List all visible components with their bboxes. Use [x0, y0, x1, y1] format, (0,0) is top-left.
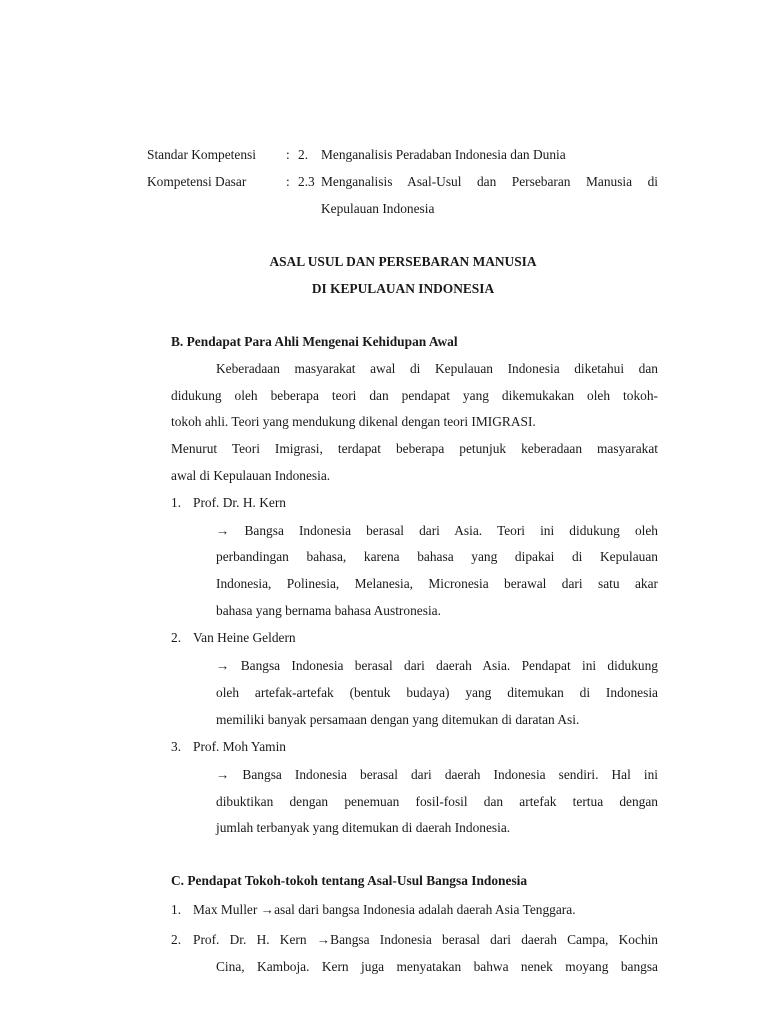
sk-number: 2. — [298, 147, 309, 162]
section-b-para1-line1: Keberadaan masyarakat awal di Kepulauan Indonesia diketahui dan — [216, 361, 658, 376]
list-item-name: Van Heine Geldern — [193, 630, 296, 645]
list-item-text: bahasa yang bernama bahasa Austronesia. — [216, 603, 441, 618]
kd-text-line1: Menganalisis Asal-Usul dan Persebaran Manusia di — [321, 174, 658, 189]
list-item-text: → Bangsa Indonesia berasal dari daerah Asia. Pendapat ini didukung — [216, 658, 658, 673]
sk-text: Menganalisis Peradaban Indonesia dan Dunia — [321, 147, 566, 162]
section-b-para1-line3: tokoh ahli. Teori yang mendukung dikenal dengan teori IMIGRASI. — [171, 414, 536, 429]
list-item-name: Prof. Moh Yamin — [193, 739, 287, 754]
kd-number: 2.3 — [298, 174, 315, 189]
section-b-para1-line2: didukung oleh beberapa teori dan pendapat yang dikemukakan oleh tokoh- — [171, 388, 658, 403]
list-item-text: → Bangsa Indonesia berasal dari Asia. Teori ini didukung oleh — [216, 523, 658, 538]
list-item-text: Prof. Dr. H. Kern →Bangsa Indonesia berasal dari daerah Campa, Kochin — [193, 932, 658, 947]
kd-colon: : — [286, 174, 290, 189]
document-title-line2: DI KEPULAUAN INDONESIA — [311, 281, 495, 296]
list-item-number: 1. — [171, 902, 182, 917]
sk-label: Standar Kompetensi — [147, 147, 256, 162]
sk-colon: : — [286, 147, 290, 162]
kd-label: Kompetensi Dasar — [147, 174, 247, 189]
list-item-text: → Bangsa Indonesia berasal dari daerah Indonesia sendiri. Hal ini — [216, 767, 658, 782]
list-item-text: Max Muller →asal dari bangsa Indonesia adalah daerah Asia Tenggara. — [193, 902, 576, 917]
list-item-text: jumlah terbanyak yang ditemukan di daerah Indonesia. — [216, 820, 511, 835]
list-item-number: 2. — [171, 630, 182, 645]
list-item-text: memiliki banyak persamaan dengan yang ditemukan di daratan Asi. — [216, 712, 580, 727]
section-b-para2-line1: Menurut Teori Imigrasi, terdapat beberapa petunjuk keberadaan masyarakat — [171, 441, 658, 456]
section-b-heading: B. Pendapat Para Ahli Mengenai Kehidupan Awal — [171, 334, 458, 349]
list-item-number: 1. — [171, 495, 182, 510]
list-item-text: Indonesia, Polinesia, Melanesia, Micronesia berawal dari satu akar — [216, 576, 658, 591]
list-item-text: dibuktikan dengan penemuan fosil-fosil dan artefak tertua dengan — [216, 794, 658, 809]
section-c-heading: C. Pendapat Tokoh-tokoh tentang Asal-Usul Bangsa Indonesia — [171, 873, 528, 888]
list-item-text: oleh artefak-artefak (bentuk budaya) yang ditemukan di Indonesia — [216, 685, 658, 700]
document-title-line1: ASAL USUL DAN PERSEBARAN MANUSIA — [269, 254, 537, 269]
list-item-text: perbandingan bahasa, karena bahasa yang dipakai di Kepulauan — [216, 549, 658, 564]
section-b-para2-line2: awal di Kepulauan Indonesia. — [171, 468, 331, 483]
kd-text-line2: Kepulauan Indonesia — [321, 201, 435, 216]
list-item-number: 2. — [171, 932, 182, 947]
list-item-number: 3. — [171, 739, 182, 754]
list-item-text: Cina, Kamboja. Kern juga menyatakan bahwa nenek moyang bangsa — [216, 959, 658, 974]
list-item-name: Prof. Dr. H. Kern — [193, 495, 286, 510]
